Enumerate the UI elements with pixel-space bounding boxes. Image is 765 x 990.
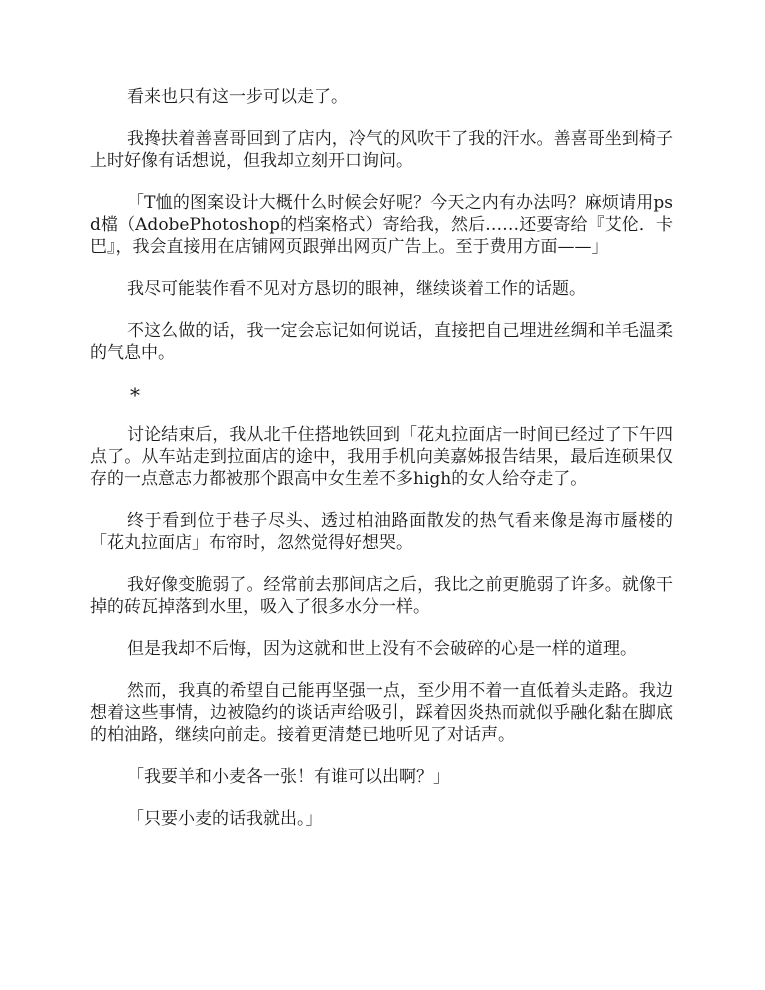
paragraph-12: 「只要小麦的话我就出。」 <box>127 809 323 829</box>
paragraph-6: 讨论结束后，我从北千住搭地铁回到「花丸拉面店一时间已经过了下午四点了。从车站走到拉面店的途中，我用手机向美嘉姊报告结果，最后连硕果仅存的一点意志力都被那个跟高中女生差不多high的女人给夺走了。 <box>90 425 673 489</box>
paragraph-9: 但是我却不后悔，因为这就和世上没有不会破碎的心是一样的道理。 <box>127 639 637 659</box>
section-separator: * <box>130 383 140 407</box>
paragraph-11: 「我要羊和小麦各一张！有谁可以出啊？」 <box>127 767 450 787</box>
paragraph-4: 我尽可能装作看不见对方恳切的眼神，继续谈着工作的话题。 <box>127 279 586 299</box>
paragraph-1: 看来也只有这一步可以走了。 <box>127 87 348 107</box>
paragraph-8: 我好像变脆弱了。经常前去那间店之后，我比之前更脆弱了许多。就像干掉的砖瓦掉落到水里，吸入了很多水分一样。 <box>90 575 673 617</box>
paragraph-5: 不这么做的话，我一定会忘记如何说话，直接把自己埋进丝绸和羊毛温柔的气息中。 <box>90 321 673 363</box>
paragraph-2: 我搀扶着善喜哥回到了店内，冷气的风吹干了我的汗水。善喜哥坐到椅子上时好像有话想说，但我却立刻开口询问。 <box>90 129 673 171</box>
paragraph-3: 「T恤的图案设计大概什么时候会好呢？今天之内有办法吗？麻烦请用psd檔（AdobePhotoshop的档案格式）寄给我，然后……还要寄给『艾伦．卡巴』，我会直接用在店铺网页跟弹出网页广告上。至于费用方面——」 <box>90 193 673 257</box>
paragraph-7: 终于看到位于巷子尽头、透过柏油路面散发的热气看来像是海市蜃楼的「花丸拉面店」布帘时，忽然觉得好想哭。 <box>90 511 673 553</box>
document-page <box>90 86 673 850</box>
paragraph-10: 然而，我真的希望自己能再坚强一点，至少用不着一直低着头走路。我边想着这些事情，边被隐约的谈话声给吸引，踩着因炎热而就似乎融化黏在脚底的柏油路，继续向前走。接着更清楚已地听见了对话声。 <box>90 681 673 745</box>
